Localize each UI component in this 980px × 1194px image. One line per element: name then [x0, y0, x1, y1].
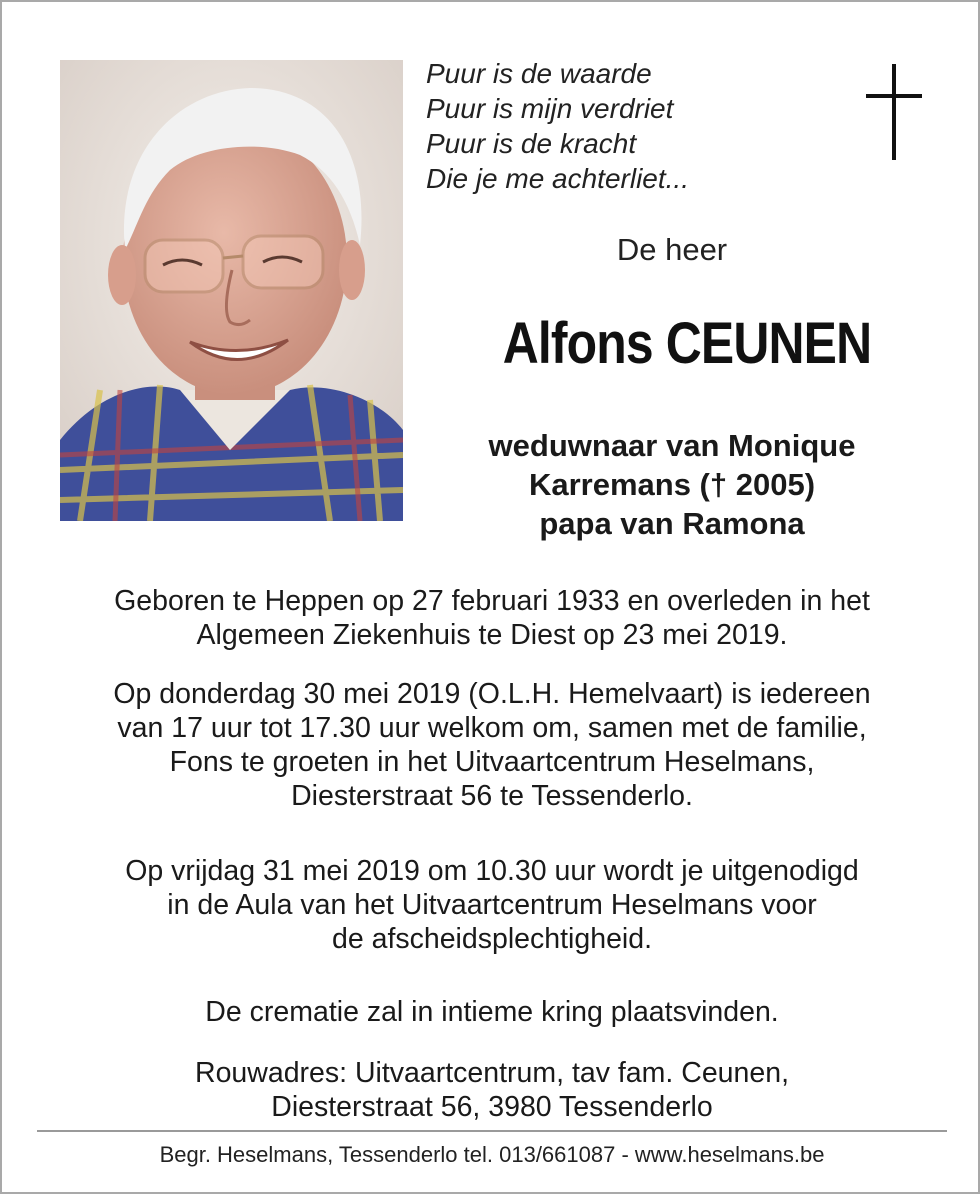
- text-line: Geboren te Heppen op 27 februari 1933 en overleden in het: [114, 585, 870, 617]
- poem-line: Puur is de kracht: [426, 128, 637, 159]
- text-line: Algemeen Ziekenhuis te Diest op 23 mei 2019.: [196, 619, 788, 651]
- relation-line: Karremans († 2005): [528, 467, 816, 502]
- cremation-paragraph: [42, 995, 942, 1029]
- latin-cross-icon: [864, 64, 926, 160]
- text-line: Diesterstraat 56, 3980 Tessenderlo: [271, 1091, 713, 1123]
- text-line: Op vrijdag 31 mei 2019 om 10.30 uur wordt je uitgenodigd: [125, 855, 859, 887]
- deceased-name: Alfons CEUNEN: [502, 311, 872, 376]
- family-relations: [422, 426, 922, 543]
- salutation: De heer: [616, 232, 728, 267]
- ceremony-paragraph: [42, 854, 942, 956]
- footer-divider: [37, 1130, 947, 1132]
- poem-line: Puur is de waarde: [426, 58, 652, 89]
- visitation-paragraph: [42, 677, 942, 813]
- relation-line: weduwnaar van Monique: [488, 428, 856, 463]
- portrait-photo: [60, 60, 403, 521]
- text-line: Fons te groeten in het Uitvaartcentrum Heselmans,: [169, 746, 815, 778]
- text-line: de afscheidsplechtigheid.: [331, 923, 653, 955]
- poem-line: Puur is mijn verdriet: [426, 93, 674, 124]
- portrait-illustration: [60, 60, 403, 521]
- footer-contact: Begr. Heselmans, Tessenderlo tel. 013/661087 - www.heselmans.be: [159, 1142, 825, 1167]
- text-line: in de Aula van het Uitvaartcentrum Heselmans voor: [167, 889, 817, 921]
- text-line: Rouwadres: Uitvaartcentrum, tav fam. Ceunen,: [194, 1057, 789, 1089]
- relation-line: papa van Ramona: [539, 506, 805, 541]
- address-paragraph: [42, 1056, 942, 1124]
- text-line: De crematie zal in intieme kring plaatsvinden.: [205, 996, 779, 1028]
- poem-line: Die je me achterliet...: [426, 163, 689, 194]
- birth-death-paragraph: [42, 584, 942, 652]
- text-line: Op donderdag 30 mei 2019 (O.L.H. Hemelvaart) is iedereen: [113, 678, 871, 710]
- poem: [426, 56, 846, 196]
- text-line: van 17 uur tot 17.30 uur welkom om, samen met de familie,: [117, 712, 867, 744]
- text-line: Diesterstraat 56 te Tessenderlo.: [291, 780, 693, 812]
